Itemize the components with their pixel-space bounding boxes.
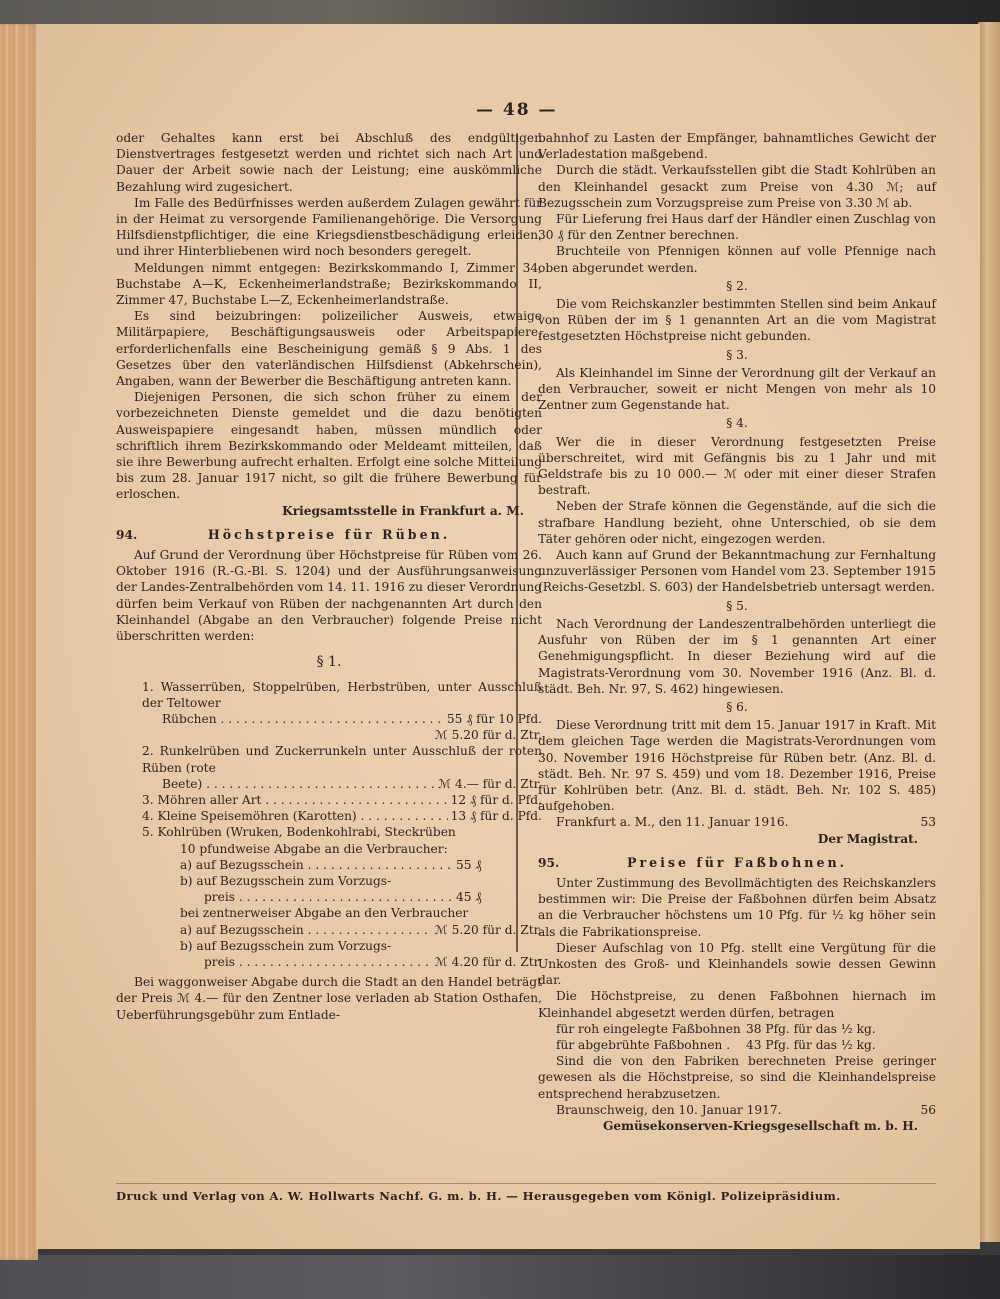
price-row bbox=[116, 857, 542, 873]
price-label: Beete) . . . bbox=[162, 776, 435, 792]
article-number: 94. bbox=[116, 527, 138, 542]
section-mark: § 3. bbox=[726, 347, 748, 362]
price-label: für abgebrühte Faßbohnen . bbox=[556, 1037, 731, 1052]
section-mark: § 5. bbox=[726, 598, 748, 613]
signoff-place-date: Frankfurt a. M., den 11. Januar 1916. bbox=[556, 815, 789, 830]
price-row bbox=[538, 1037, 936, 1053]
price-value: ℳ 5.20 für d. Ztr. bbox=[434, 922, 542, 937]
signoff-frankfurt bbox=[538, 814, 936, 830]
paragraph: Dieser Aufschlag von 10 Pfg. stellt eine Vergütung für die Unkosten des Groß- und Kleinhandels sowie dessen Gewinn dar. bbox=[538, 940, 936, 988]
price-item-text: 1. Wasserrüben, Stoppelrüben, Herbstrüben, unter Ausschluß der Teltower bbox=[142, 679, 542, 710]
article-94-intro: Auf Grund der Verordnung über Höchstpreise für Rüben vom 26. Oktober 1916 (R.-G.-Bl. S. 1204) und der Ausführungsanweisung der Landes-Zentralbehörden vom 14. 11. 1916 zu dieser Verordnung dürfen beim Verkauf von Rüben der nachgenannten Art durch den Kleinhandel (Abgabe an den Verbraucher) folgende Preise nicht überschritten werden: bbox=[116, 548, 542, 644]
price-value: ℳ 4.20 für d. Ztr. bbox=[434, 954, 542, 969]
price-item-text: b) auf Bezugsschein zum Vorzugs- bbox=[180, 938, 392, 953]
price-item-text: 5. Kohlrüben (Wruken, Bodenkohlrabi, Steckrüben bbox=[142, 825, 456, 840]
article-95-heading bbox=[538, 855, 936, 871]
price-value: 55 ₰ für 10 Pfd. bbox=[446, 711, 542, 726]
price-value: 45 ₰ bbox=[456, 890, 482, 905]
price-row bbox=[116, 808, 542, 824]
price-value: ℳ 5.20 für d. Ztr. bbox=[434, 728, 542, 743]
price-list bbox=[116, 679, 542, 971]
paragraph: Diejenigen Personen, die sich schon früher zu einem der vorbezeichneten Dienste gemeldet und die dazu benötigten Ausweispapiere eingesandt haben, müssen mündlich oder schriftlich ihrem Bezirkskommando oder Meldeamt mitteilen, daß sie ihre Bewerbung aufrecht erhalten. Erfolgt eine solche Mitteilung bis zum 28. Januar 1917 nicht, so gilt die frühere Bewerbung für erloschen. bbox=[116, 390, 542, 502]
paragraph: Neben der Strafe können die Gegenstände, auf die sich die strafbare Handlung bezieht, ohne Unterschied, ob sie dem Täter gehören oder nicht, eingezogen werden. bbox=[538, 499, 936, 546]
left-column bbox=[116, 130, 542, 1023]
price-label: preis . . . bbox=[204, 889, 453, 905]
price-subheading: 10 pfundweise Abgabe an die Verbraucher: bbox=[180, 841, 448, 856]
price-row bbox=[116, 727, 542, 743]
price-subheading: bei zentnerweiser Abgabe an den Verbraucher bbox=[180, 906, 469, 921]
section-mark: § 1. bbox=[316, 654, 342, 671]
price-label: a) auf Bezugsschein . . . bbox=[180, 857, 453, 873]
section-mark: § 6. bbox=[726, 699, 748, 714]
price-label: a) auf Bezugsschein . . . bbox=[180, 922, 432, 938]
page-stack-edges bbox=[0, 24, 38, 1260]
paragraph: Bruchteile von Pfennigen können auf volle Pfennige nach oben abgerundet werden. bbox=[538, 244, 936, 275]
paragraph: Für Lieferung frei Haus darf der Händler einen Zuschlag von 30 ₰ für den Zentner berechnen. bbox=[538, 212, 936, 243]
page-number: — 48 — bbox=[476, 100, 558, 120]
price-value: 43 Pfg. für das ½ kg. bbox=[746, 1037, 876, 1052]
price-row bbox=[538, 1021, 936, 1037]
footer-imprint: Druck und Verlag von A. W. Hollwarts Nachf. G. m. b. H. — Herausgegeben vom Königl. Polizeipräsidium. bbox=[116, 1189, 841, 1203]
page-right-edge bbox=[978, 22, 1000, 1242]
signoff-number: 56 bbox=[920, 1102, 936, 1117]
paragraph: oder Gehaltes kann erst bei Abschluß des endgültigen Dienstvertrages festgesetzt werden und richtet sich nach Art und Dauer der Arbeit sowie nach der Leistung; eine auskömmliche Bezahlung wird zugesichert. bbox=[116, 131, 542, 194]
paragraph: Die Höchstpreise, zu denen Faßbohnen hiernach im Kleinhandel abgesetzt werden dürfen, betragen bbox=[538, 989, 936, 1020]
price-row bbox=[116, 776, 542, 792]
paragraph: Im Falle des Bedürfnisses werden außerdem Zulagen gewährt für in der Heimat zu versorgende Familienangehörige. Die Versorgung Hilfsdienstpflichtiger, die eine Kriegsdienstbeschädigung erleiden, und ihrer Hinterbliebenen wird noch besonders geregelt. bbox=[116, 195, 542, 259]
price-row bbox=[116, 954, 542, 970]
scan-backdrop-bottom bbox=[0, 1255, 1000, 1299]
paragraph: Sind die von den Fabriken berechneten Preise geringer gewesen als die Höchstpreise, so sind die Kleinhandelspreise entsprechend herabzusetzen. bbox=[538, 1054, 936, 1101]
article-number: 95. bbox=[538, 855, 560, 870]
price-value: 55 ₰ bbox=[456, 857, 482, 872]
price-value: 38 Pfg. für das ½ kg. bbox=[746, 1021, 876, 1036]
article-title: Preise für Faßbohnen. bbox=[626, 854, 848, 870]
price-item-text: 2. Runkelrüben und Zuckerrunkeln unter Ausschluß der roten Rüben (rote bbox=[142, 744, 542, 775]
paragraph: Als Kleinhandel im Sinne der Verordnung gilt der Verkauf an den Verbraucher, soweit er nicht Mengen von mehr als 10 Zentner zum Gegenstande hat. bbox=[538, 365, 936, 413]
price-label: 4. Kleine Speisemöhren (Karotten) . . . bbox=[142, 808, 448, 824]
price-label: für roh eingelegte Faßbohnen bbox=[556, 1021, 741, 1036]
paragraph: Nach Verordnung der Landeszentralbehörden unterliegt die Ausfuhr von Rüben der im § 1 genannten Art einer Genehmigungspflicht. In dieser Beziehung wird auf die Magistrats-Verordnung vom 30. November 1916 (Anz. Bl. d. städt. Beh. Nr. 97, S. 462) hingewiesen. bbox=[538, 616, 936, 696]
signoff-number: 53 bbox=[920, 815, 936, 830]
signature-kriegsamtsstelle: Kriegsamtsstelle in Frankfurt a. M. bbox=[282, 503, 524, 518]
price-value: 12 ₰ für d. Pfd. bbox=[450, 792, 542, 807]
price-value: ℳ 4.— für d. Ztr. bbox=[438, 776, 542, 791]
paragraph: Diese Verordnung tritt mit dem 15. Januar 1917 in Kraft. Mit dem gleichen Tage werden die Magistrats-Verordnungen vom 30. November 1916 Höchstpreise für Rüben betr. (Anz. Bl. d. städt. Beh. Nr. 97 S. 459) und vom 18. Dezember 1916, Preise für Kohlrüben betr. (Anz. Bl. d. städt. Beh. Nr. 102 S. 485) aufgehoben. bbox=[538, 718, 936, 814]
price-value: 13 ₰ für d. Pfd. bbox=[450, 809, 542, 824]
price-label: Rübchen . . . bbox=[162, 711, 444, 727]
price-label: 3. Möhren aller Art . . . bbox=[142, 792, 448, 808]
paragraph: bahnhof zu Lasten der Empfänger, bahnamtliches Gewicht der Verladestation maßgebend. bbox=[538, 131, 936, 162]
footer-divider bbox=[116, 1183, 936, 1184]
scan-backdrop-top bbox=[0, 0, 1000, 26]
right-column bbox=[538, 130, 936, 1134]
price-row bbox=[116, 889, 542, 905]
paragraph: Es sind beizubringen: polizeilicher Ausweis, etwaige Militärpapiere, Beschäftigungsausweis oder Arbeitspapiere, erforderlichenfalls eine Bescheinigung gemäß § 9 Abs. 1 des Gesetzes über den vaterländischen Hilfsdienst (Abkehrschein), Angaben, wann der Bewerber die Beschäftigung antreten kann. bbox=[116, 309, 542, 389]
paragraph: Auch kann auf Grund der Bekanntmachung zur Fernhaltung unzuverlässiger Personen vom Handel vom 23. September 1915 (Reichs-Gesetzbl. S. 603) der Handelsbetrieb untersagt werden. bbox=[538, 548, 936, 595]
section-mark: § 4. bbox=[726, 416, 748, 431]
paragraph: Durch die städt. Verkaufsstellen gibt die Stadt Kohlrüben an den Kleinhandel gesackt zum Preise von 4.30 ℳ; auf Bezugsschein zum Vorzugspreise zum Preise von 3.30 ℳ ab. bbox=[538, 163, 936, 210]
document-page bbox=[36, 24, 980, 1249]
signature-magistrat: Der Magistrat. bbox=[817, 831, 918, 846]
article-title: Höchstpreise für Rüben. bbox=[207, 526, 451, 542]
paragraph: Meldungen nimmt entgegen: Bezirkskommando I, Zimmer 34, Buchstabe A—K, Eckenheimerlandstraße; Bezirkskommando II, Zimmer 47, Buchstabe L—Z, Eckenheimerlandstraße. bbox=[116, 260, 542, 308]
price-item-text: b) auf Bezugsschein zum Vorzugs- bbox=[180, 873, 392, 888]
paragraph: Wer die in dieser Verordnung festgesetzten Preise überschreitet, wird mit Gefängnis bis zu 1 Jahr und mit Geldstrafe bis zu 10 000.— ℳ oder mit einer dieser Strafen bestraft. bbox=[538, 434, 936, 498]
signoff-place-date: Braunschweig, den 10. Januar 1917. bbox=[556, 1102, 782, 1117]
paragraph-waggon: Bei waggonweiser Abgabe durch die Stadt an den Handel beträgt der Preis ℳ 4.— für den Zentner lose verladen ab Station Osthafen, Ueberführungsgebühr zum Entlade- bbox=[116, 975, 542, 1022]
price-row bbox=[116, 792, 542, 808]
price-row bbox=[116, 711, 542, 727]
price-label: preis . . . bbox=[204, 954, 432, 970]
article-94-heading bbox=[116, 527, 542, 543]
paragraph: Die vom Reichskanzler bestimmten Stellen sind beim Ankauf von Rüben der im § 1 genannten Art an die vom Magistrat festgesetzten Höchstpreise nicht gebunden. bbox=[538, 297, 936, 344]
paragraph: Unter Zustimmung des Bevollmächtigten des Reichskanzlers bestimmen wir: Die Preise der Faßbohnen dürfen beim Absatz an die Verbraucher höchstens um 10 Pfg. für ½ kg höher sein als die Fabrikationspreise. bbox=[538, 875, 936, 939]
price-row bbox=[116, 922, 542, 938]
section-mark: § 2. bbox=[726, 278, 748, 293]
signature-gemuesekonserven: Gemüsekonserven-Kriegsgesellschaft m. b. H. bbox=[603, 1118, 918, 1133]
signoff-braunschweig bbox=[538, 1102, 936, 1118]
